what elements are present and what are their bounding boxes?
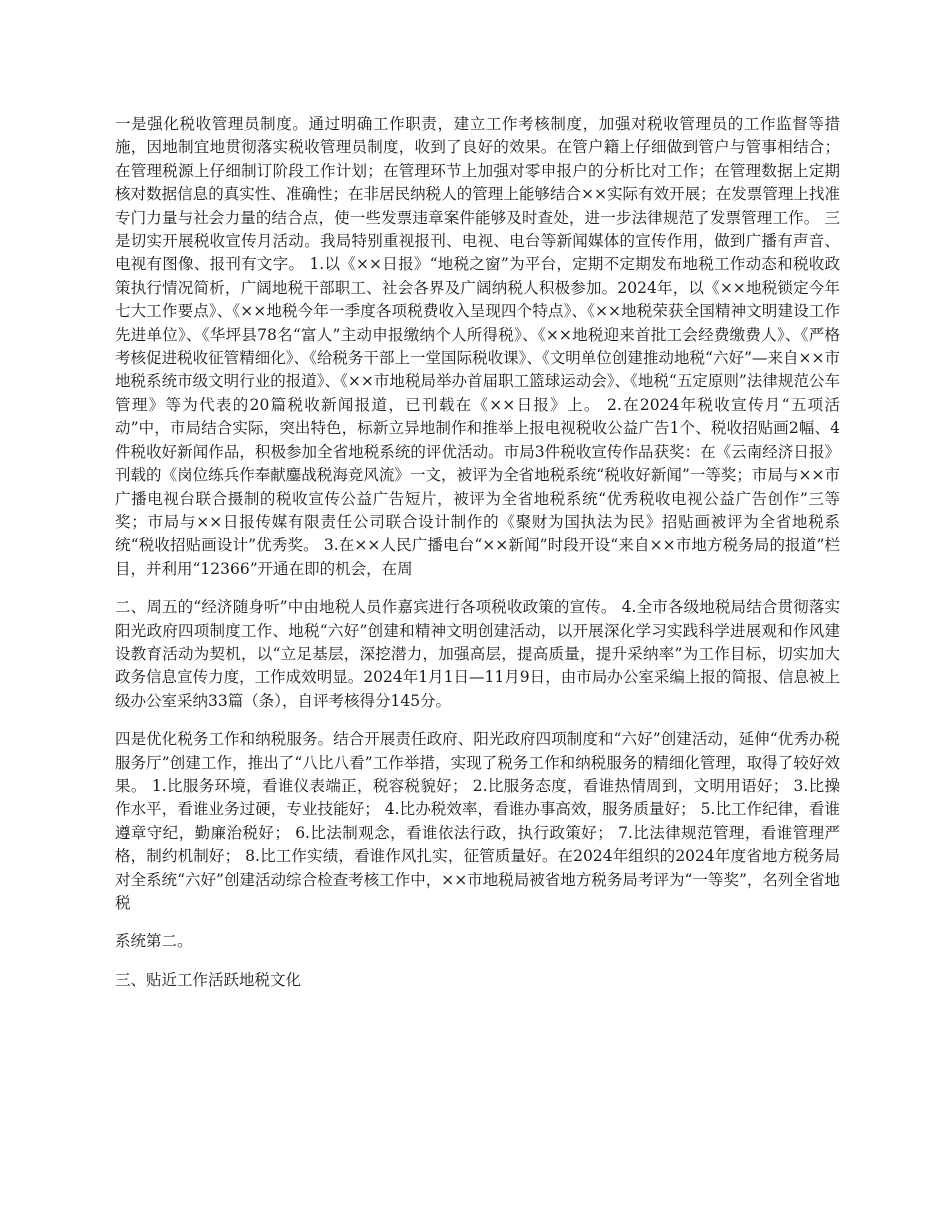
paragraph-tax-administrator-and-publicity: 一是强化税收管理员制度。通过明确工作职责，建立工作考核制度，加强对税收管理员的工作监督等措施，因地制宜地贯彻落实税收管理员制度，收到了良好的效果。在管户籍上仔细做到管户与管事相结合；在管理税源上仔细制订阶段工作计划；在管理环节上加强对零申报户的分析比对工作；在管理数据上定期核对数据信息的真实性、准确性；在非居民纳税人的管理上能够结合××实际有效开展；在发票管理上找准专门力量与社会力量的结合点，使一些发票违章案件能够及时查处，进一步法律规范了发票管理工作。 三是切实开展税收宣传月活动。我局特别重视报刊、电视、电台等新闻媒体的宣传作用，做到广播有声音、电视有图像、报刊有文字。 1.以《××日报》“地税之窗”为平台，定期不定期发布地税工作动态和税收政策执行情况简析，广阔地税干部职工、社会各界及广阔纳税人积极参加。2024年，以《××地税锁定今年七大工作要点》、《××地税今年一季度各项税费收入呈现四个特点》、《××地税荣获全国精神文明建设工作先进单位》、《华坪县78名“富人”主动申报缴纳个人所得税》、《××地税迎来首批工会经费缴费人》、《严格考核促进税收征管精细化》、《给税务干部上一堂国际税收课》、《文明单位创建推动地税“六好”—来自××市地税系统市级文明行业的报道》、《××市地税局举办首届职工篮球运动会》、《地税“五定原则”法律规范公车管理》等为代表的20篇税收新闻报道，已刊载在《××日报》上。 2.在2024年税收宣传月“五项活动”中，市局结合实际，突出特色，标新立异地制作和推举上报电视税收公益广告1个、税收招贴画2幅、4件税收好新闻作品，积极参加全省地税系统的评优活动。市局3件税收宣传作品获奖：在《云南经济日报》刊载的《岗位练兵作奉献鏖战税海竞风流》一文，被评为全省地税系统“税收好新闻”一等奖；市局与××市广播电视台联合摄制的税收宣传公益广告短片，被评为全省地税系统“优秀税收电视公益广告创作”三等奖；市局与××日报传媒有限责任公司联合设计制作的《聚财为国执法为民》招贴画被评为全省地税系统“税收招贴画设计”优秀奖。 3.在××人民广播电台“××新闻”时段开设“来自××市地方税务局的报道”栏目，并利用“12366”开通在即的机会，在周 [115,115,840,578]
paragraph-optimize-tax-service: 四是优化税务工作和纳税服务。结合开展责任政府、阳光政府四项制度和“六好”创建活动，延伸“优秀办税服务厅”创建工作，推出了“八比八看”工作举措，实现了税务工作和纳税服务的精细化管理，取得了较好效果。 1.比服务环境，看谁仪表端正，税容税貌好； 2.比服务态度，看谁热情周到，文明用语好； 3.比操作水平，看谁业务过硬，专业技能好； 4.比办税效率，看谁办事高效，服务质量好； 5.比工作纪律，看谁遵章守纪，勤廉治税好； 6.比法制观念，看谁依法行政，执行政策好； 7.比法律规范管理，看谁管理严格，制约机制好； 8.比工作实绩，看谁作风扎实，征管质量好。在2024年组织的2024年度省地方税务局对全系统“六好”创建活动综合检查考核工作中，××市地税局被省地方税务局考评为“一等奖”，名列全省地税 [115,730,840,912]
paragraph-economic-radio-and-info: 二、周五的“经济随身听”中由地税人员作嘉宾进行各项税收政策的宣传。 4.全市各级地税局结合贯彻落实阳光政府四项制度工作、地税“六好”创建和精神文明创建活动，以开展深化学习实践科学进展观和作风建设教育活动为契机，以“立足基层，深挖潜力，加强高层，提高质量，提升采纳率”为工作目标，切实加大政务信息宣传力度，工作成效明显。2024年1月1日—11月9日，由市局办公室采编上报的简报、信息被上级办公室采纳33篇（条），自评考核得分145分。 [115,598,840,710]
paragraph-system-second: 系统第二。 [115,932,193,951]
document-body [115,113,840,1007]
section-heading-tax-culture: 三、贴近工作活跃地税文化 [115,970,302,989]
